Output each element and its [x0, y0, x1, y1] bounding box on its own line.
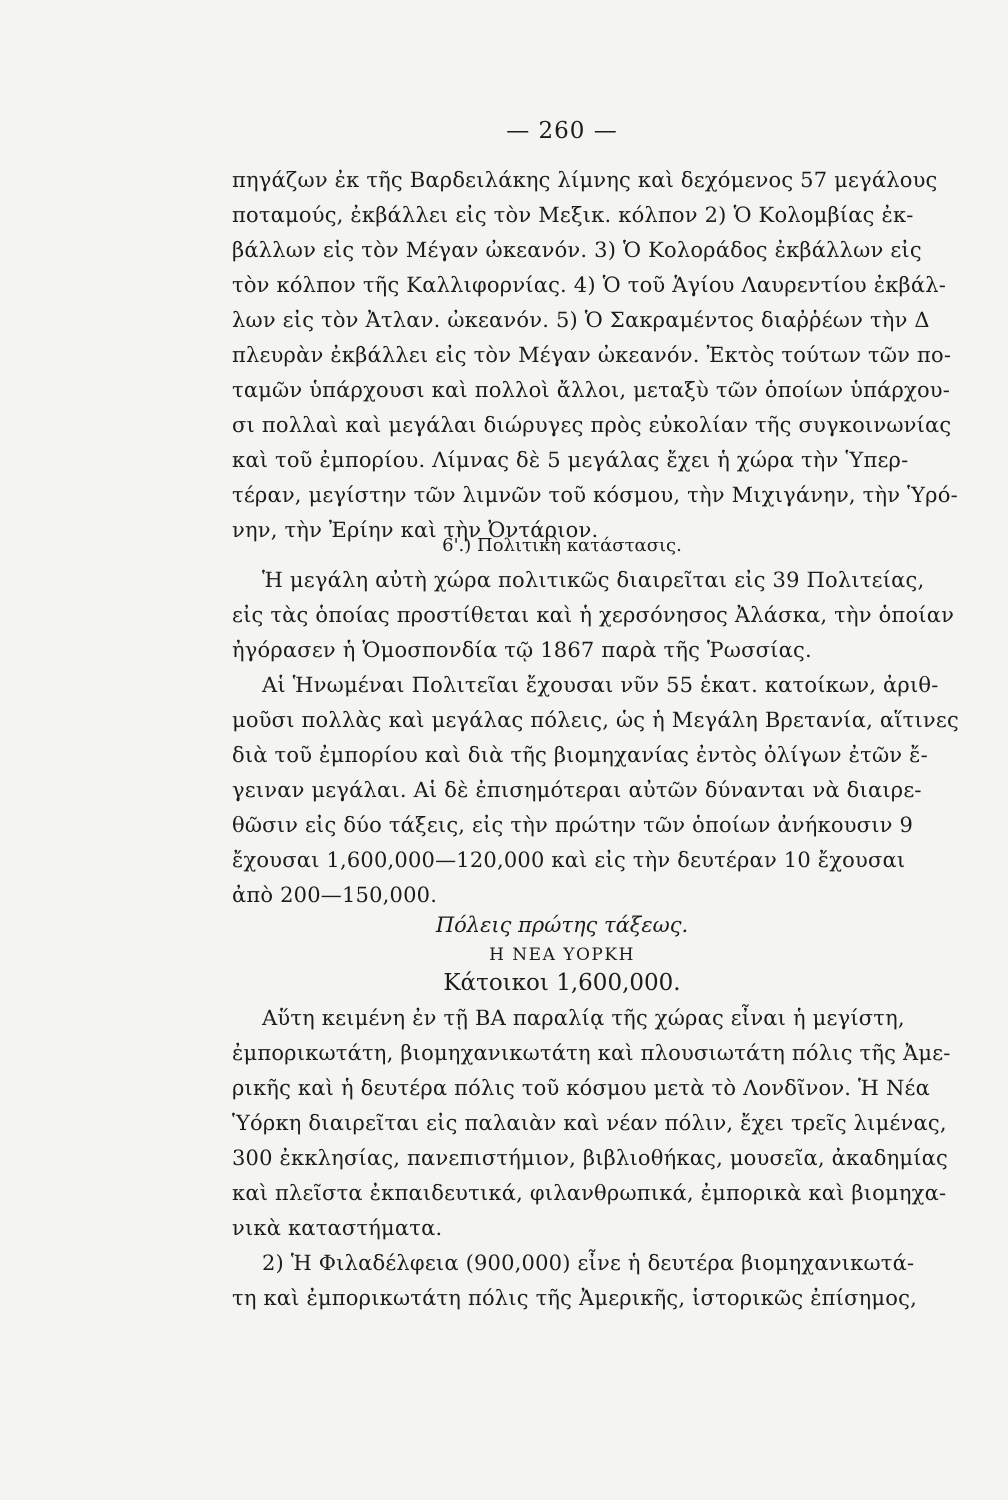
- text-line: ρικῆς καὶ ἡ δευτέρα πόλις τοῦ κόσμου μετὰ τὸ Λονδῖνον. Ἡ Νέα: [232, 1076, 931, 1100]
- text-line: 2) Ἡ Φιλαδέλφεια (900,000) εἶνε ἡ δευτέρα βιομηχανικωτά-: [262, 1251, 915, 1275]
- text-line: πλευρὰν ἐκβάλλει εἰς τὸν Μέγαν ὠκεανόν. Ἐκτὸς τούτων τῶν πο-: [232, 343, 952, 367]
- cities-heading: Πόλεις πρώτης τάξεως.: [435, 913, 689, 937]
- text-line: ἠγόρασεν ἡ Ὁμοσπονδία τῷ 1867 παρὰ τῆς Ῥωσσίας.: [232, 638, 812, 662]
- text-line: μοῦσι πολλὰς καὶ μεγάλας πόλεις, ὡς ἡ Μεγάλη Βρετανία, αἵτινες: [232, 708, 959, 732]
- text-line: νικὰ καταστήματα.: [232, 1216, 443, 1240]
- text-line: 300 ἐκκλησίας, πανεπιστήμιον, βιβλιοθήκας, μουσεῖα, ἀκαδημίας: [232, 1146, 948, 1170]
- text-line: εἰς τὰς ὁποίας προστίθεται καὶ ἡ χερσόνησος Ἀλάσκα, τὴν ὁποίαν: [232, 603, 955, 627]
- text-line: σι πολλαὶ καὶ μεγάλαι διώρυγες πρὸς εὐκολίαν τῆς συγκοινωνίας: [232, 413, 952, 437]
- text-line: ποταμούς, ἐκβάλλει εἰς τὸν Μεξικ. κόλπον 2) Ὁ Κολομβίας ἐκ-: [232, 203, 914, 227]
- text-line: Ἡ μεγάλη αὐτὴ χώρα πολιτικῶς διαιρεῖται εἰς 39 Πολιτείας,: [262, 568, 925, 592]
- text-line: ἀπὸ 200—150,000.: [232, 883, 438, 907]
- text-line: Αὕτη κειμένη ἐν τῇ ΒΑ παραλίᾳ τῆς χώρας εἶναι ἡ μεγίστη,: [262, 1006, 905, 1030]
- text-line: διὰ τοῦ ἐμπορίου καὶ διὰ τῆς βιομηχανίας ἐντὸς ὀλίγων ἐτῶν ἔ-: [232, 743, 928, 767]
- page-number: — 260 —: [506, 118, 618, 144]
- text-line: βάλλων εἰς τὸν Μέγαν ὠκεανόν. 3) Ὁ Κολοράδος ἐκβάλλων εἰς: [232, 238, 922, 262]
- text-line: καὶ πλεῖστα ἐκπαιδευτικά, φιλανθρωπικά, ἐμπορικὰ καὶ βιομηχα-: [232, 1181, 947, 1205]
- text-line: Αἱ Ἡνωμέναι Πολιτεῖαι ἔχουσαι νῦν 55 ἑκατ. κατοίκων, ἀριθ-: [262, 673, 939, 697]
- section-heading: 6'.) Πολιτικὴ κατάστασις.: [442, 535, 682, 556]
- text-line: ἔχουσαι 1,600,000—120,000 καὶ εἰς τὴν δευτέραν 10 ἔχουσαι: [232, 848, 906, 872]
- text-line: ἐμπορικωτάτη, βιομηχανικωτάτη καὶ πλουσιωτάτη πόλις τῆς Ἀμε-: [232, 1041, 951, 1065]
- text-line: τέραν, μεγίστην τῶν λιμνῶν τοῦ κόσμου, τὴν Μιχιγάνην, τὴν Ὑρό-: [232, 483, 958, 507]
- text-line: λων εἰς τὸν Ἀτλαν. ὠκεανόν. 5) Ὁ Σακραμέντος διαῤῥέων τὴν Δ: [232, 308, 930, 332]
- city-name: Η ΝΕΑ ΥΟΡΚΗ: [489, 945, 635, 965]
- text-line: πηγάζων ἐκ τῆς Βαρδειλάκης λίμνης καὶ δεχόμενος 57 μεγάλους: [232, 168, 938, 192]
- text-line: θῶσιν εἰς δύο τάξεις, εἰς τὴν πρώτην τῶν ὁποίων ἀνήκουσιν 9: [232, 813, 914, 837]
- text-line: Ὑόρκη διαιρεῖται εἰς παλαιὰν καὶ νέαν πόλιν, ἔχει τρεῖς λιμένας,: [232, 1111, 947, 1135]
- text-line: τὸν κόλπον τῆς Καλλιφορνίας. 4) Ὁ τοῦ Ἁγίου Λαυρεντίου ἐκβάλ-: [232, 273, 947, 297]
- city-population: Κάτοικοι 1,600,000.: [443, 970, 681, 996]
- text-line: τη καὶ ἐμπορικωτάτη πόλις τῆς Ἀμερικῆς, ἱστορικῶς ἐπίσημος,: [232, 1286, 917, 1310]
- text-line: γειναν μεγάλαι. Αἱ δὲ ἐπισημότεραι αὐτῶν δύνανται νὰ διαιρε-: [232, 778, 922, 802]
- text-line: καὶ τοῦ ἐμπορίου. Λίμνας δὲ 5 μεγάλας ἔχει ἡ χώρα τὴν Ὑπερ-: [232, 448, 909, 472]
- text-line: ταμῶν ὑπάρχουσι καὶ πολλοὶ ἄλλοι, μεταξὺ τῶν ὁποίων ὑπάρχου-: [232, 378, 951, 402]
- text-line: νην, τὴν Ἐρίην καὶ τὴν Ὀντάριον.: [232, 518, 599, 542]
